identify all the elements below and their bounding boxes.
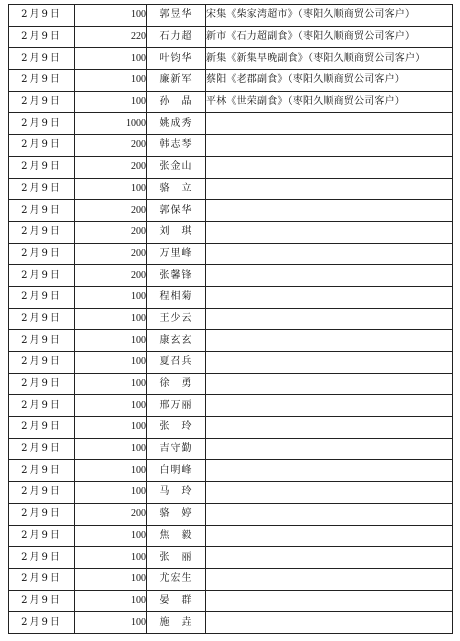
date-cell: 2月9日 [9, 70, 75, 92]
table-row [9, 417, 453, 439]
donor-name-cell: 程相菊 [147, 286, 206, 308]
table-row [9, 612, 453, 634]
note-cell: 新集《新集早晚副食》（枣阳久顺商贸公司客户） [206, 48, 453, 70]
date-cell: 2月9日 [9, 265, 75, 287]
note-cell [206, 568, 453, 590]
amount-cell: 100 [75, 417, 147, 439]
note-cell [206, 243, 453, 265]
date-cell: 2月9日 [9, 568, 75, 590]
table-row [9, 286, 453, 308]
table-row [9, 590, 453, 612]
amount-cell: 100 [75, 308, 147, 330]
table-row [9, 547, 453, 569]
note-cell [206, 503, 453, 525]
note-cell [206, 525, 453, 547]
donor-name-cell: 夏召兵 [147, 352, 206, 374]
table-row [9, 265, 453, 287]
amount-cell: 100 [75, 590, 147, 612]
amount-cell: 100 [75, 70, 147, 92]
date-cell: 2月9日 [9, 352, 75, 374]
note-cell: 蔡阳《老郡副食》（枣阳久顺商贸公司客户） [206, 70, 453, 92]
table-row [9, 525, 453, 547]
note-cell [206, 135, 453, 157]
date-cell: 2月9日 [9, 482, 75, 504]
amount-cell: 200 [75, 200, 147, 222]
date-cell: 2月9日 [9, 330, 75, 352]
note-cell [206, 265, 453, 287]
note-cell [206, 178, 453, 200]
table-row [9, 373, 453, 395]
date-cell: 2月9日 [9, 612, 75, 634]
donor-name-cell: 万里峰 [147, 243, 206, 265]
donation-table [8, 4, 453, 634]
amount-cell: 100 [75, 91, 147, 113]
note-cell [206, 373, 453, 395]
donor-name-cell: 廉新军 [147, 70, 206, 92]
note-cell [206, 590, 453, 612]
donor-name-cell: 尤宏生 [147, 568, 206, 590]
date-cell: 2月9日 [9, 48, 75, 70]
note-cell [206, 395, 453, 417]
amount-cell: 200 [75, 243, 147, 265]
table-row [9, 178, 453, 200]
date-cell: 2月9日 [9, 308, 75, 330]
donor-name-cell: 孙 晶 [147, 91, 206, 113]
donor-name-cell: 郭保华 [147, 200, 206, 222]
date-cell: 2月9日 [9, 91, 75, 113]
table-body [9, 5, 453, 634]
note-cell [206, 221, 453, 243]
date-cell: 2月9日 [9, 373, 75, 395]
note-cell [206, 482, 453, 504]
amount-cell: 100 [75, 352, 147, 374]
donor-name-cell: 张金山 [147, 156, 206, 178]
note-cell [206, 286, 453, 308]
date-cell: 2月9日 [9, 221, 75, 243]
date-cell: 2月9日 [9, 243, 75, 265]
table-row [9, 26, 453, 48]
table-row [9, 5, 453, 27]
amount-cell: 200 [75, 221, 147, 243]
donor-name-cell: 王少云 [147, 308, 206, 330]
amount-cell: 100 [75, 525, 147, 547]
table-row [9, 48, 453, 70]
date-cell: 2月9日 [9, 178, 75, 200]
donor-name-cell: 郭昱华 [147, 5, 206, 27]
table-row [9, 460, 453, 482]
table-row [9, 135, 453, 157]
table-row [9, 352, 453, 374]
amount-cell: 100 [75, 482, 147, 504]
date-cell: 2月9日 [9, 156, 75, 178]
donor-name-cell: 马 玲 [147, 482, 206, 504]
amount-cell: 1000 [75, 113, 147, 135]
date-cell: 2月9日 [9, 547, 75, 569]
amount-cell: 100 [75, 48, 147, 70]
date-cell: 2月9日 [9, 438, 75, 460]
note-cell [206, 438, 453, 460]
note-cell [206, 417, 453, 439]
donation-ledger [8, 4, 452, 634]
table-row [9, 91, 453, 113]
note-cell [206, 330, 453, 352]
donor-name-cell: 叶钧华 [147, 48, 206, 70]
amount-cell: 100 [75, 568, 147, 590]
donor-name-cell: 骆 婷 [147, 503, 206, 525]
note-cell [206, 460, 453, 482]
donor-name-cell: 晏 群 [147, 590, 206, 612]
amount-cell: 100 [75, 438, 147, 460]
donor-name-cell: 骆 立 [147, 178, 206, 200]
amount-cell: 100 [75, 547, 147, 569]
date-cell: 2月9日 [9, 113, 75, 135]
donor-name-cell: 张 玲 [147, 417, 206, 439]
date-cell: 2月9日 [9, 590, 75, 612]
note-cell [206, 308, 453, 330]
amount-cell: 100 [75, 178, 147, 200]
date-cell: 2月9日 [9, 460, 75, 482]
donor-name-cell: 刘 琪 [147, 221, 206, 243]
note-cell: 宋集《柴家湾超市》（枣阳久顺商贸公司客户） [206, 5, 453, 27]
donor-name-cell: 施 垚 [147, 612, 206, 634]
note-cell: 平林《世荣副食》（枣阳久顺商贸公司客户） [206, 91, 453, 113]
amount-cell: 220 [75, 26, 147, 48]
date-cell: 2月9日 [9, 395, 75, 417]
date-cell: 2月9日 [9, 286, 75, 308]
note-cell [206, 156, 453, 178]
donor-name-cell: 张馨锋 [147, 265, 206, 287]
date-cell: 2月9日 [9, 135, 75, 157]
amount-cell: 100 [75, 460, 147, 482]
donor-name-cell: 吉守勤 [147, 438, 206, 460]
table-row [9, 330, 453, 352]
amount-cell: 100 [75, 286, 147, 308]
donor-name-cell: 姚成秀 [147, 113, 206, 135]
amount-cell: 200 [75, 503, 147, 525]
amount-cell: 100 [75, 5, 147, 27]
table-row [9, 438, 453, 460]
table-row [9, 243, 453, 265]
date-cell: 2月9日 [9, 417, 75, 439]
note-cell [206, 352, 453, 374]
donor-name-cell: 韩志琴 [147, 135, 206, 157]
table-row [9, 113, 453, 135]
table-row [9, 482, 453, 504]
table-row [9, 156, 453, 178]
donor-name-cell: 张 丽 [147, 547, 206, 569]
amount-cell: 100 [75, 395, 147, 417]
table-row [9, 568, 453, 590]
note-cell [206, 547, 453, 569]
note-cell [206, 113, 453, 135]
amount-cell: 100 [75, 330, 147, 352]
date-cell: 2月9日 [9, 200, 75, 222]
note-cell [206, 200, 453, 222]
table-row [9, 200, 453, 222]
donor-name-cell: 康玄玄 [147, 330, 206, 352]
table-row [9, 221, 453, 243]
table-row [9, 395, 453, 417]
donor-name-cell: 白明峰 [147, 460, 206, 482]
date-cell: 2月9日 [9, 525, 75, 547]
date-cell: 2月9日 [9, 5, 75, 27]
amount-cell: 200 [75, 135, 147, 157]
note-cell: 新市《石力超副食》（枣阳久顺商贸公司客户） [206, 26, 453, 48]
table-row [9, 308, 453, 330]
amount-cell: 100 [75, 612, 147, 634]
note-cell [206, 612, 453, 634]
donor-name-cell: 徐 勇 [147, 373, 206, 395]
date-cell: 2月9日 [9, 26, 75, 48]
table-row [9, 70, 453, 92]
amount-cell: 100 [75, 373, 147, 395]
donor-name-cell: 邢万丽 [147, 395, 206, 417]
table-row [9, 503, 453, 525]
amount-cell: 200 [75, 265, 147, 287]
amount-cell: 200 [75, 156, 147, 178]
date-cell: 2月9日 [9, 503, 75, 525]
donor-name-cell: 焦 毅 [147, 525, 206, 547]
donor-name-cell: 石力超 [147, 26, 206, 48]
